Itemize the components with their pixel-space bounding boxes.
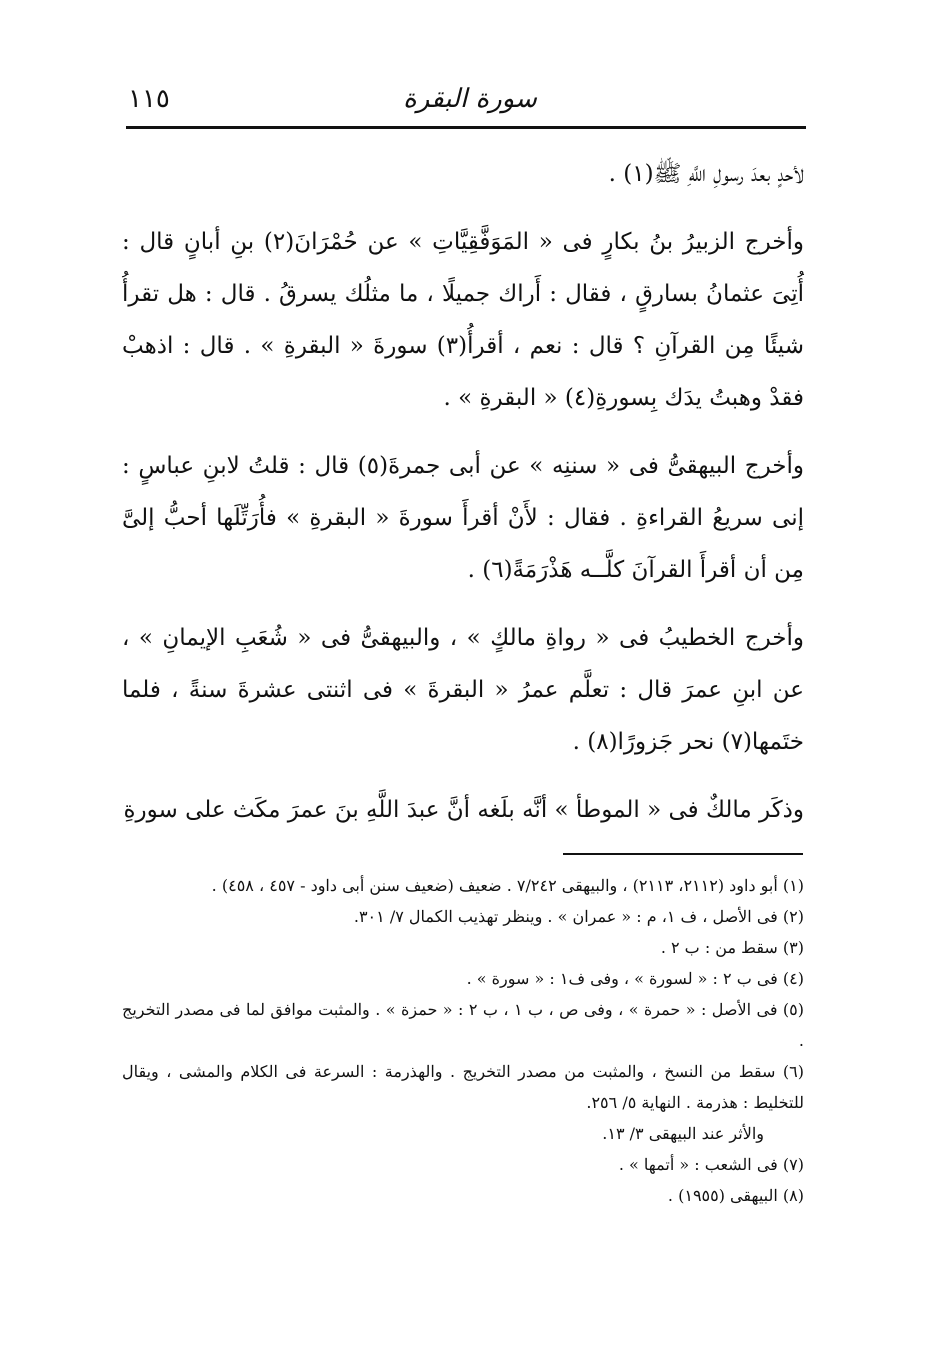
running-title: سورة البقرة — [403, 84, 537, 114]
footnote: (٣) سقط من : ب ٢ . — [660, 938, 804, 957]
footnote-continuation: والأثر عند البيهقى ٣/ ١٣. — [602, 1124, 764, 1143]
footnote-divider — [563, 853, 803, 855]
footnotes — [122, 870, 804, 1211]
paragraph: لأحدٍ بعدَ رسولِ اللَّهِ ﷺ(١) . — [608, 161, 804, 187]
footnote: (٨) البيهقى (١٩٥٥) . — [667, 1186, 804, 1205]
footnote: (٧) فى الشعب : « أتمها » . — [618, 1155, 804, 1174]
header-divider — [126, 126, 806, 129]
footnote: (٤) فى ب ٢ : « لسورة » ، وفى ف١ : « سورة » . — [466, 969, 804, 988]
footnote: (٢) فى الأصل ، ف ١، م : « عمران » . وينظر تهذيب الكمال ٧/ ٣٠١. — [353, 907, 804, 926]
footnote: (١) أبو داود (٢١١٢، ٢١١٣) ، والبيهقى ٧/٢٤٢ . ضعيف (ضعيف سنن أبى داود - ٤٥٧ ، ٤٥٨) . — [211, 876, 804, 895]
footnote: (٦) سقط من النسخ ، والمثبت من مصدر التخريج . والهذرمة : السرعة فى الكلام والمشى ، ويقال للتخليط : هذرمة . النهاية ٥/ ٢٥٦. — [122, 1062, 805, 1112]
page-number: ١١٥ — [128, 84, 170, 114]
footnote: (٥) فى الأصل : « حمرة » ، وفى ص ، ب ١ ، ب ٢ : « حمزة » . والمثبت موافق لما فى مصدر التخريج . — [122, 1000, 805, 1050]
paragraph: وذكَر مالكٌ فى « الموطأ » أنَّه بلَغه أنَّ عبدَ اللَّهِ بنَ عمرَ مكَث على سورةِ — [123, 797, 804, 823]
paragraph: وأخرج الخطيبُ فى « رواةِ مالكٍ » ، والبيهقىُّ فى « شُعَبِ الإيمانِ » ، عن ابنِ عمرَ قال : تعلَّم عمرُ « البقرةَ » فى اثنتى عشرةَ سنةً ، فلما ختَمها(٧) نحر جَزورًا(٨) . — [122, 625, 804, 755]
paragraph: وأخرج البيهقىُّ فى « سننِه » عن أبى جمرةَ(٥) قال : قلتُ لابنِ عباسٍ : إنى سريعُ القراءةِ . فقال : لأَنْ أقرأَ سورةَ « البقرةِ » فأُرَتِّلَها أحبُّ إلىَّ مِن أن أقرأَ القرآنَ كلَّــه هَذْرَمَةً(٦) . — [122, 453, 805, 583]
paragraph: وأخرج الزبيرُ بنُ بكارٍ فى « المَوَفَّقِيَّاتِ » عن حُمْرَانَ(٢) بنِ أبانٍ قال : أُتِىَ عثمانُ بسارقٍ ، فقال : أَراك جميلًا ، ما مثلُك يسرقُ . قال : هل تقرأُ شيئًا مِن القرآنِ ؟ قال : نعم ، أقرأُ(٣) سورةَ « البقرةِ » . قال : اذهبْ فقدْ وهبتُ يدَك بِسورةِ(٤) « البقرةِ » . — [122, 229, 805, 411]
main-text — [122, 148, 804, 852]
